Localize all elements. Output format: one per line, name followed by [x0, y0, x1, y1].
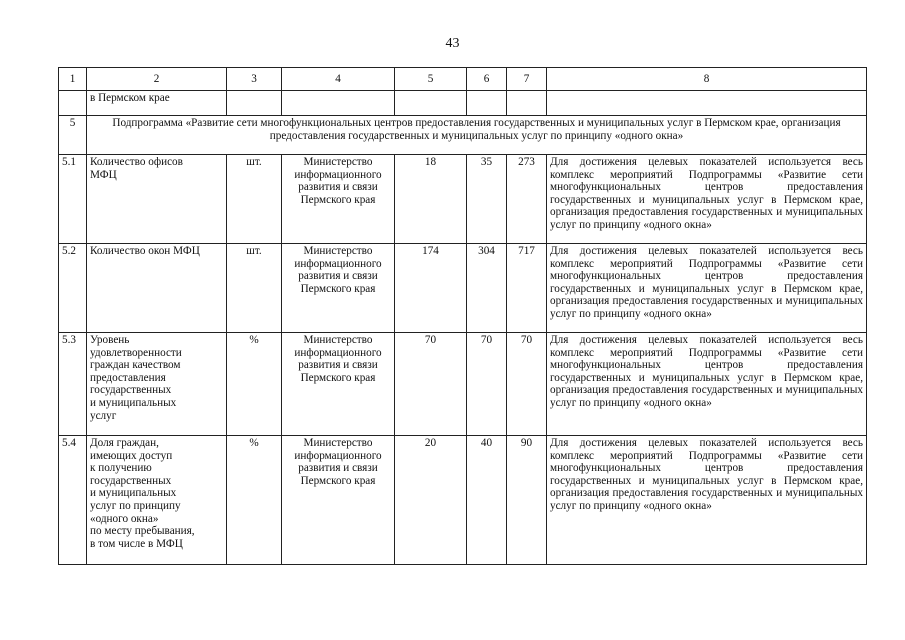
header-cell: 8 [547, 68, 867, 91]
header-cell: 5 [395, 68, 467, 91]
value-col6: 70 [467, 333, 507, 436]
subprogram-title: Подпрограмма «Развитие сети многофункциональных центров предоставления государственных и муниципальных услуг в Пермском крае, организация предоставления государственных и муниципальных услуг по принципу «одного окна» [87, 116, 867, 155]
continuation-text: в Пермском крае [87, 91, 227, 116]
responsible: Министерство информационного развития и связи Пермского края [282, 333, 395, 436]
indicator-name: Количество окон МФЦ [87, 244, 227, 333]
value-col5: 18 [395, 155, 467, 244]
header-cell: 2 [87, 68, 227, 91]
value-col6: 304 [467, 244, 507, 333]
value-col5: 70 [395, 333, 467, 436]
value-col5: 174 [395, 244, 467, 333]
value-col6: 35 [467, 155, 507, 244]
page-number: 43 [445, 36, 460, 51]
unit: % [227, 436, 282, 565]
note: Для достижения целевых показателей используется весь комплекс мероприятий Подпрограммы «Развитие сети многофункциональных центров предоставления государственных и муниципальных услуг в Пермском крае, организация предоставления государственных и муниципальных услуг по принципу «одного окна» [547, 436, 867, 565]
table-row [59, 244, 867, 333]
responsible: Министерство информационного развития и связи Пермского края [282, 244, 395, 333]
indicator-name: Количество офисов МФЦ [87, 155, 227, 244]
table-row [59, 155, 867, 244]
header-cell: 3 [227, 68, 282, 91]
row-number: 5.2 [59, 244, 87, 333]
value-col5: 20 [395, 436, 467, 565]
indicator-name: Доля граждан, имеющих доступ к получению государственных и муниципальных услуг по принципу «одного окна» по месту пребывания, в том числе в МФЦ [87, 436, 227, 565]
value-col7: 273 [507, 155, 547, 244]
value-col7: 717 [507, 244, 547, 333]
continuation-row [59, 91, 867, 116]
indicator-name: Уровень удовлетворенности граждан качеством предоставления государственных и муниципальных услуг [87, 333, 227, 436]
unit: % [227, 333, 282, 436]
subprogram-row [59, 116, 867, 155]
indicators-table [58, 67, 867, 565]
row-number: 5.1 [59, 155, 87, 244]
note: Для достижения целевых показателей используется весь комплекс мероприятий Подпрограммы «Развитие сети многофункциональных центров предоставления государственных и муниципальных услуг в Пермском крае, организация предоставления государственных и муниципальных услуг по принципу «одного окна» [547, 244, 867, 333]
header-cell: 6 [467, 68, 507, 91]
unit: шт. [227, 155, 282, 244]
note: Для достижения целевых показателей используется весь комплекс мероприятий Подпрограммы «Развитие сети многофункциональных центров предоставления государственных и муниципальных услуг в Пермском крае, организация предоставления государственных и муниципальных услуг по принципу «одного окна» [547, 155, 867, 244]
value-col6: 40 [467, 436, 507, 565]
value-col7: 90 [507, 436, 547, 565]
header-row [59, 68, 867, 91]
unit: шт. [227, 244, 282, 333]
table-row [59, 436, 867, 565]
header-cell: 1 [59, 68, 87, 91]
subprogram-number: 5 [59, 116, 87, 155]
row-number: 5.4 [59, 436, 87, 565]
header-cell: 7 [507, 68, 547, 91]
row-number: 5.3 [59, 333, 87, 436]
responsible: Министерство информационного развития и связи Пермского края [282, 436, 395, 565]
table-row [59, 333, 867, 436]
note: Для достижения целевых показателей используется весь комплекс мероприятий Подпрограммы «Развитие сети многофункциональных центров предоставления государственных и муниципальных услуг в Пермском крае, организация предоставления государственных и муниципальных услуг по принципу «одного окна» [547, 333, 867, 436]
header-cell: 4 [282, 68, 395, 91]
responsible: Министерство информационного развития и связи Пермского края [282, 155, 395, 244]
value-col7: 70 [507, 333, 547, 436]
